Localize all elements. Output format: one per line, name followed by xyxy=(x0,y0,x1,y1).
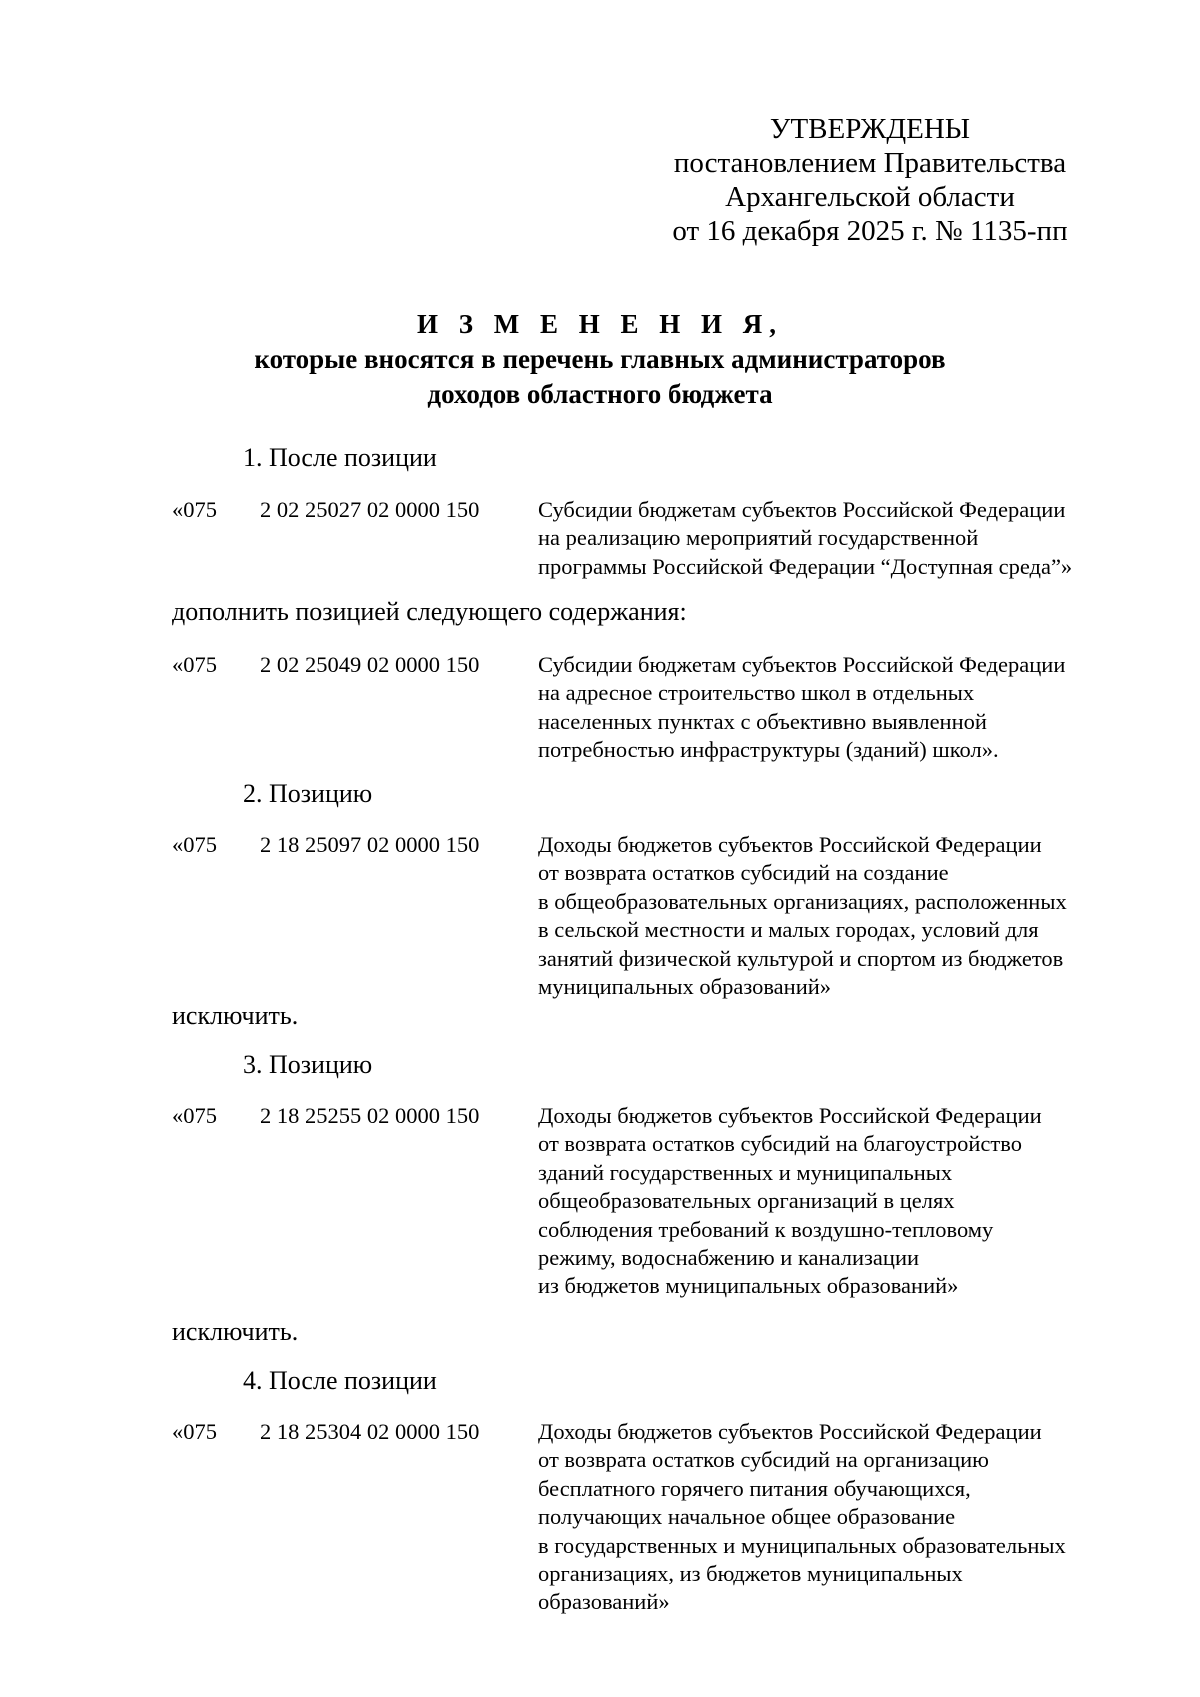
approval-stamp xyxy=(660,112,1080,248)
position-description xyxy=(538,496,1138,581)
description-line: общеобразовательных организаций в целях xyxy=(538,1188,955,1214)
description-line: на реализацию мероприятий государственной xyxy=(538,525,979,551)
admin-code: «075 xyxy=(172,1419,217,1444)
document-title xyxy=(200,307,1000,412)
item-3-intro: 3. Позицию xyxy=(243,1050,373,1079)
description-line: от возврата остатков субсидий на создание xyxy=(538,860,949,886)
description-line: организациях, из бюджетов муниципальных xyxy=(538,1561,963,1587)
position-description xyxy=(538,1418,1138,1617)
budget-code: 2 02 25049 02 0000 150 xyxy=(260,652,480,677)
description-line: соблюдения требований к воздушно-тепловому xyxy=(538,1216,994,1242)
description-line: Субсидии бюджетам субъектов Российской Федерации xyxy=(538,652,1066,677)
description-line: в государственных и муниципальных образовательных xyxy=(538,1532,1066,1558)
admin-code: «075 xyxy=(172,652,217,677)
description-line: потребностью инфраструктуры (зданий) школ». xyxy=(538,737,999,763)
budget-code: 2 18 25097 02 0000 150 xyxy=(260,832,480,857)
approval-line: от 16 декабря 2025 г. № 1135-пп xyxy=(672,215,1068,247)
budget-code: 2 18 25255 02 0000 150 xyxy=(260,1103,480,1128)
budget-code: 2 18 25304 02 0000 150 xyxy=(260,1419,480,1444)
admin-code: «075 xyxy=(172,1103,217,1128)
description-line: в сельской местности и малых городах, условий для xyxy=(538,917,1039,943)
position-description xyxy=(538,831,1138,1001)
title-heading: И З М Е Н Е Н И Я, xyxy=(416,309,783,339)
approval-line: УТВЕРЖДЕНЫ xyxy=(769,113,971,145)
item-1-action: дополнить позицией следующего содержания: xyxy=(172,597,687,626)
item-1-intro: 1. После позиции xyxy=(243,443,437,472)
description-line: Доходы бюджетов субъектов Российской Федерации xyxy=(538,832,1042,857)
approval-line: постановлением Правительства xyxy=(673,147,1067,179)
description-line: на адресное строительство школ в отдельных xyxy=(538,680,975,706)
description-line: занятий физической культурой и спортом из бюджетов xyxy=(538,945,1064,971)
item-2-action: исключить. xyxy=(172,1001,299,1030)
description-line: от возврата остатков субсидий на благоустройство xyxy=(538,1131,1022,1157)
description-line: в общеобразовательных организациях, расположенных xyxy=(538,888,1067,914)
description-line: от возврата остатков субсидий на организацию xyxy=(538,1447,989,1473)
description-line: режиму, водоснабжению и канализации xyxy=(538,1245,920,1271)
title-subline: которые вносятся в перечень главных администраторов xyxy=(254,344,946,374)
description-line: образований» xyxy=(538,1589,670,1615)
approval-line: Архангельской области xyxy=(725,181,1015,213)
position-description xyxy=(538,1102,1138,1301)
description-line: населенных пунктах с объективно выявленной xyxy=(538,708,987,734)
title-subline: доходов областного бюджета xyxy=(427,379,773,409)
item-3-action: исключить. xyxy=(172,1317,299,1346)
description-line: муниципальных образований» xyxy=(538,974,832,1000)
admin-code: «075 xyxy=(172,832,217,857)
description-line: Доходы бюджетов субъектов Российской Федерации xyxy=(538,1103,1042,1128)
item-4-intro: 4. После позиции xyxy=(243,1366,437,1395)
position-description xyxy=(538,651,1138,765)
description-line: Доходы бюджетов субъектов Российской Федерации xyxy=(538,1419,1042,1444)
admin-code: «075 xyxy=(172,497,217,522)
item-2-intro: 2. Позицию xyxy=(243,779,373,808)
description-line: бесплатного горячего питания обучающихся, xyxy=(538,1475,971,1501)
description-line: Субсидии бюджетам субъектов Российской Федерации xyxy=(538,497,1066,522)
description-line: зданий государственных и муниципальных xyxy=(538,1159,953,1185)
description-line: программы Российской Федерации “Доступная среда”» xyxy=(538,553,1073,579)
description-line: получающих начальное общее образование xyxy=(538,1504,956,1530)
budget-code: 2 02 25027 02 0000 150 xyxy=(260,497,480,522)
description-line: из бюджетов муниципальных образований» xyxy=(538,1273,959,1299)
